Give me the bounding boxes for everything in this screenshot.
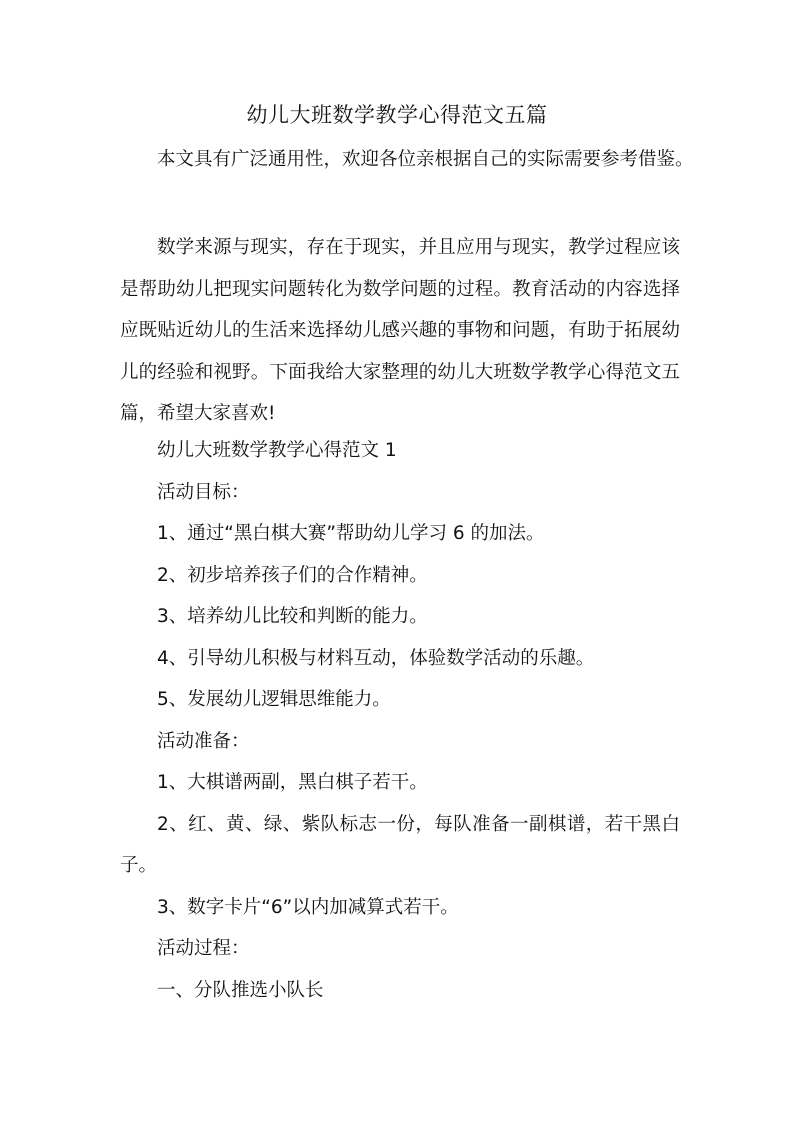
activity-process-heading: 活动过程：: [157, 938, 250, 959]
intro-paragraph: 数学来源与现实，存在于现实，并且应用与现实，教学过程应该是帮助幼儿把现实问题转化为数学问题的过程。教育活动的内容选择应既贴近幼儿的生活来选择幼儿感兴趣的事物和问题，有助于拓展幼儿的经验和视野。下面我给大家整理的幼儿大班数学教学心得范文五篇，希望大家喜欢!: [120, 237, 680, 424]
activity-prep-heading: 活动准备：: [157, 730, 250, 752]
prep-item: 3、数字卡片“6”以内加减算式若干。: [157, 896, 459, 918]
goal-item: 3、培养幼儿比较和判断的能力。: [157, 606, 428, 627]
document-title: 幼儿大班数学教学心得范文五篇: [246, 103, 548, 127]
goal-item: 2、初步培养孩子们的合作精神。: [157, 564, 428, 586]
section-heading: 幼儿大班数学教学心得范文 1: [157, 440, 397, 461]
goal-item: 5、发展幼儿逻辑思维能力。: [157, 689, 391, 710]
content-list: [120, 430, 680, 1011]
activity-goals-heading: 活动目标：: [157, 481, 250, 503]
document-subtitle: 本文具有广泛通用性，欢迎各位亲根据自己的实际需要参考借鉴。: [157, 149, 694, 170]
process-step: 一、分队推选小队长: [157, 979, 324, 1001]
goal-item: 1、通过“黑白棋大赛”帮助幼儿学习 6 的加法。: [157, 523, 545, 544]
prep-item: 1、大棋谱两副，黑白棋子若干。: [157, 772, 428, 793]
prep-item: 2、红、黄、绿、紫队标志一份，每队准备一副棋谱，若干黑白子。: [120, 813, 680, 876]
goal-item: 4、引导幼儿积极与材料互动，体验数学活动的乐趣。: [157, 647, 595, 669]
